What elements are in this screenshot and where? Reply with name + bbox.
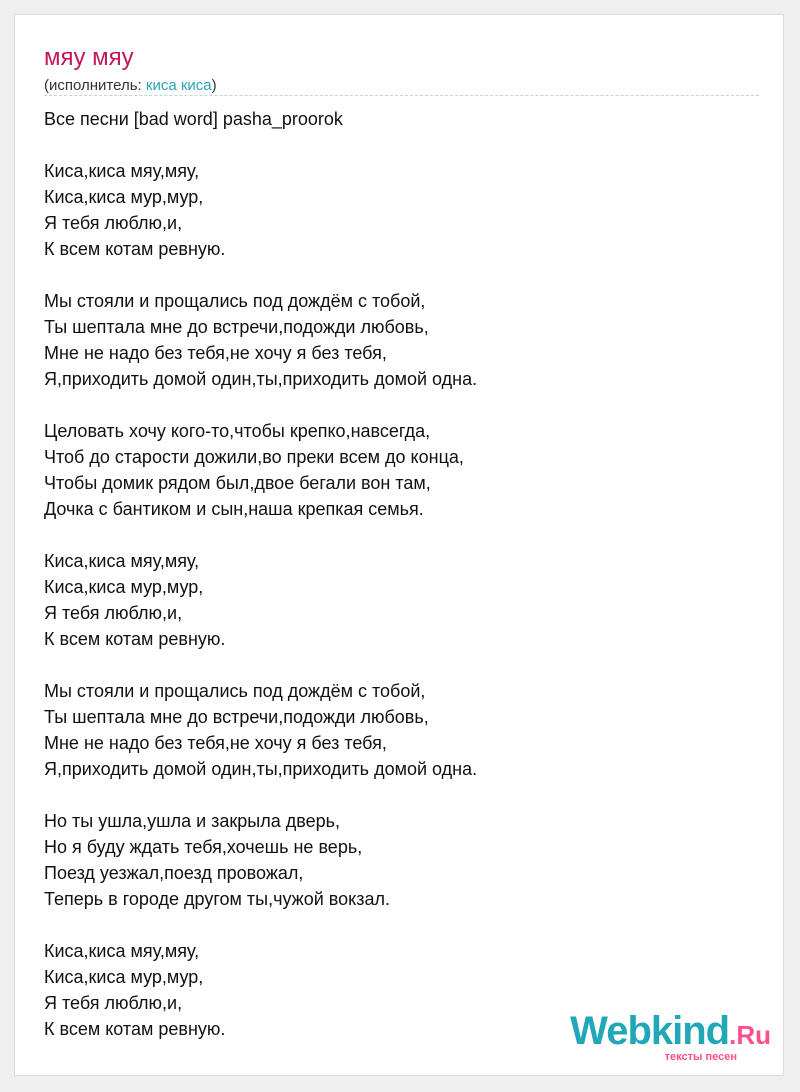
lyric-line — [44, 392, 477, 418]
song-title: мяу мяу — [44, 44, 134, 71]
lyric-line: Мне не надо без тебя,не хочу я без тебя, — [44, 733, 387, 753]
lyric-line: Киса,киса мяу,мяу, — [44, 551, 200, 571]
site-logo[interactable] — [570, 1011, 771, 1063]
artist-line — [44, 77, 217, 95]
lyric-line — [44, 652, 477, 678]
artist-suffix: ) — [211, 77, 217, 94]
artist-prefix: (исполнитель: — [44, 77, 146, 94]
lyric-line: К всем котам ревную. — [44, 629, 226, 649]
lyric-line: Мы стояли и прощались под дождём с тобой, — [44, 681, 426, 701]
lyric-line: Я тебя люблю,и, — [44, 603, 183, 623]
lyric-line: Я,приходить домой один,ты,приходить домой одна. — [44, 369, 478, 389]
lyric-line: Киса,киса мур,мур, — [44, 577, 204, 597]
lyric-line: Теперь в городе другом ты,чужой вокзал. — [44, 889, 390, 909]
lyric-line — [44, 912, 477, 938]
lyrics-page — [14, 14, 784, 1076]
lyric-line — [44, 262, 477, 288]
lyric-line: Целовать хочу кого-то,чтобы крепко,навсегда, — [44, 421, 431, 441]
lyric-line: К всем котам ревную. — [44, 1019, 226, 1039]
lyric-line: Киса,киса мяу,мяу, — [44, 161, 200, 181]
lyric-line — [44, 522, 477, 548]
lyric-line: Киса,киса мур,мур, — [44, 967, 204, 987]
lyric-line: Но ты ушла,ушла и закрыла дверь, — [44, 811, 341, 831]
logo-wordmark: Webkind — [570, 1009, 730, 1053]
lyric-line — [44, 132, 477, 158]
lyric-line: Киса,киса мяу,мяу, — [44, 941, 200, 961]
lyric-line: Я тебя люблю,и, — [44, 993, 183, 1013]
lyric-line: Ты шептала мне до встречи,подожди любовь, — [44, 707, 429, 727]
lyric-line: Мне не надо без тебя,не хочу я без тебя, — [44, 343, 387, 363]
lyric-line: Но я буду ждать тебя,хочешь не верь, — [44, 837, 363, 857]
lyric-line: Киса,киса мур,мур, — [44, 187, 204, 207]
logo-tld: .Ru — [729, 1020, 771, 1050]
lyric-line: Дочка с бантиком и сын,наша крепкая семья. — [44, 499, 424, 519]
lyric-line: Поезд уезжал,поезд провожал, — [44, 863, 304, 883]
lyric-line: Чтоб до старости дожили,во преки всем до конца, — [44, 447, 464, 467]
lyric-line: К всем котам ревную. — [44, 239, 226, 259]
title-divider — [44, 95, 759, 96]
lyric-line — [44, 782, 477, 808]
lyric-line: Чтобы домик рядом был,двое бегали вон там, — [44, 473, 431, 493]
logo-tagline: тексты песен — [664, 1051, 737, 1063]
lyric-line: Я,приходить домой один,ты,приходить домой одна. — [44, 759, 478, 779]
lyric-line: Все песни [bad word] pasha_proorok — [44, 109, 343, 129]
lyric-line: Мы стояли и прощались под дождём с тобой, — [44, 291, 426, 311]
lyric-line: Ты шептала мне до встречи,подожди любовь, — [44, 317, 429, 337]
lyric-line: Я тебя люблю,и, — [44, 213, 183, 233]
lyrics-text — [44, 106, 477, 1042]
artist-link[interactable]: киса киса — [145, 77, 212, 94]
